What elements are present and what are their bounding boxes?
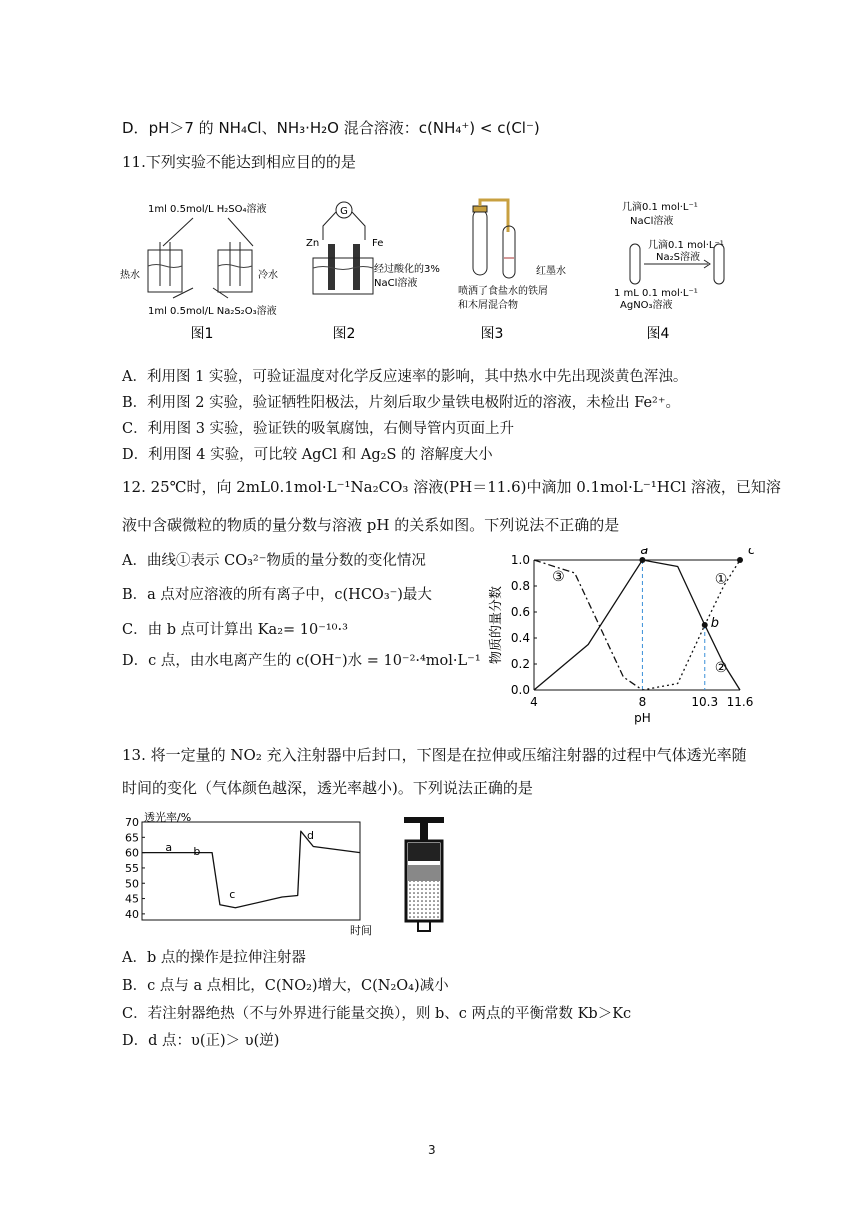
option-label: B． xyxy=(122,587,148,603)
q11-option-d xyxy=(122,445,493,465)
option-label: A． xyxy=(122,553,147,569)
option-text: 利用图 2 实验，验证牺牲阳极法，片刻后取少量铁电极附近的溶液，未检出 Fe²⁺。 xyxy=(147,395,681,411)
y-tick-label: 70 xyxy=(125,816,139,829)
y-axis-label: 物质的量分数 xyxy=(489,585,504,665)
fig2-left-label: Zn xyxy=(306,238,320,249)
q12-option-d xyxy=(122,651,481,671)
y-tick-label: 0.8 xyxy=(510,579,530,593)
fig3-label-1: 喷洒了食盐水的铁屑 xyxy=(458,286,548,297)
series-line-③ xyxy=(534,560,642,690)
fig2-solution-2: NaCl溶液 xyxy=(374,278,418,289)
curve-label: ① xyxy=(714,571,728,588)
q13-stem-line-2: 时间的变化（气体颜色越深，透光率越小)。下列说法正确的是 xyxy=(122,779,533,797)
x-tick-label: 11.6 xyxy=(726,695,754,709)
option-text: pH＞7 的 NH₄Cl、NH₃·H₂O 混合溶液：c(NH₄⁺) < c(Cl⁻) xyxy=(148,119,540,137)
fig4-a2: NaCl溶液 xyxy=(630,216,674,227)
option-label: D． xyxy=(122,119,149,137)
figure-3 xyxy=(458,200,566,342)
option-text: c 点，由水电离产生的 c(OH⁻)水 = 10⁻²·⁴mol·L⁻¹ xyxy=(148,653,481,669)
q12-option-a xyxy=(122,551,426,571)
fig1-right-label: 冷水 xyxy=(258,270,278,281)
fig4-a1: 几滴0.1 mol·L⁻¹ xyxy=(622,202,698,213)
series-line xyxy=(142,828,360,908)
option-label: D． xyxy=(122,1033,149,1049)
q13-option-b xyxy=(122,976,449,996)
fig3-right-label: 红墨水 xyxy=(536,266,566,277)
point-label-b: b xyxy=(193,845,201,859)
figure-4 xyxy=(614,200,724,342)
y-tick-label: 0.2 xyxy=(510,657,530,671)
q10-option-d xyxy=(122,118,540,138)
fig1-left-label: 热水 xyxy=(120,270,140,281)
point-b xyxy=(702,622,708,628)
figure-1 xyxy=(120,202,278,342)
option-label: C． xyxy=(122,421,148,437)
option-text: c 点与 a 点相比，C(NO₂)增大，C(N₂O₄)减小 xyxy=(147,978,449,994)
q12-stem-line-2: 液中含碳微粒的物质的量分数与溶液 pH 的关系如图。下列说法不正确的是 xyxy=(122,516,620,534)
point-label-a: a xyxy=(165,840,173,854)
y-tick-label: 0.6 xyxy=(510,605,530,619)
syringe-illustration xyxy=(396,815,456,935)
fig4-b1: 几滴0.1 mol·L⁻¹ xyxy=(648,240,724,251)
x-axis-label: 时间 xyxy=(350,924,372,937)
fig4-caption: 图4 xyxy=(646,326,670,342)
galvanometer-label: G xyxy=(340,206,348,217)
x-tick-label: 4 xyxy=(530,695,538,709)
y-tick-label: 0.4 xyxy=(510,631,530,645)
series-line-② xyxy=(534,560,740,690)
x-tick-label: 10.3 xyxy=(691,695,719,709)
fig2-right-label: Fe xyxy=(372,238,384,249)
option-label: B． xyxy=(122,978,148,994)
option-label: D． xyxy=(122,447,149,463)
q12-stem-line-1: 12. 25℃时，向 2mL0.1mol·L⁻¹Na₂CO₃ 溶液(PH＝11.6)中滴加 0.1mol·L⁻¹HCl 溶液，已知溶 xyxy=(122,478,781,496)
fig2-solution-1: 经过酸化的3% xyxy=(374,264,440,275)
page-number: 3 xyxy=(428,1143,436,1157)
point-c xyxy=(737,557,743,563)
y-tick-label: 65 xyxy=(125,831,139,845)
y-tick-label: 55 xyxy=(125,861,139,875)
fig1-top-label: 1ml 0.5mol/L H₂SO₄溶液 xyxy=(148,204,267,215)
option-label: D． xyxy=(122,653,149,669)
option-text: b 点的操作是拉伸注射器 xyxy=(146,950,306,966)
y-axis-label: 透光率/% xyxy=(144,811,192,824)
y-tick-label: 40 xyxy=(125,907,139,921)
y-tick-label: 50 xyxy=(125,877,139,891)
fig1-bottom-label: 1ml 0.5mol/L Na₂S₂O₃溶液 xyxy=(148,306,277,317)
figure-2 xyxy=(306,202,440,342)
q12-option-b xyxy=(122,585,432,605)
q13-option-d xyxy=(122,1031,279,1051)
curve-label: ② xyxy=(714,659,728,676)
y-tick-label: 45 xyxy=(125,892,139,906)
q11-option-c xyxy=(122,419,514,439)
point-label-a: a xyxy=(640,548,649,558)
fig4-c2: AgNO₃溶液 xyxy=(620,300,673,311)
option-text: 曲线①表示 CO₃²⁻物质的量分数的变化情况 xyxy=(146,553,426,569)
option-label: C． xyxy=(122,1006,148,1022)
fig3-label-2: 和木屑混合物 xyxy=(458,300,518,311)
option-text: 利用图 3 实验，验证铁的吸氧腐蚀，右侧导管内页面上升 xyxy=(147,421,515,437)
option-text: 由 b 点可计算出 Ka₂= 10⁻¹⁰·³ xyxy=(147,622,348,638)
y-tick-label: 0.0 xyxy=(510,683,530,697)
x-axis-label: pH xyxy=(634,711,651,725)
q13-chart xyxy=(116,810,376,940)
option-label: A． xyxy=(122,950,147,966)
fig2-caption: 图2 xyxy=(332,326,356,342)
q11-option-a xyxy=(122,367,687,387)
q11-option-b xyxy=(122,393,680,413)
option-text: d 点：υ(正)＞ υ(逆) xyxy=(148,1033,280,1049)
q13-option-c xyxy=(122,1004,631,1024)
fig4-b2: Na₂S溶液 xyxy=(656,252,700,263)
point-label-b: b xyxy=(710,616,720,631)
q11-figures xyxy=(118,198,758,343)
q11-stem: 11.下列实验不能达到相应目的的是 xyxy=(122,153,356,171)
q12-option-c xyxy=(122,620,348,640)
y-tick-label: 60 xyxy=(125,846,139,860)
option-text: 利用图 4 实验，可比较 AgCl 和 Ag₂S 的 溶解度大小 xyxy=(148,447,493,463)
option-text: 利用图 1 实验，可验证温度对化学反应速率的影响，其中热水中先出现淡黄色浑浊。 xyxy=(146,369,688,385)
option-text: 若注射器绝热（不与外界进行能量交换），则 b、c 两点的平衡常数 Kb＞Kc xyxy=(147,1006,632,1022)
x-tick-label: 8 xyxy=(638,695,647,709)
point-label-c: c xyxy=(748,548,756,558)
option-label: A． xyxy=(122,369,147,385)
fig4-c1: 1 mL 0.1 mol·L⁻¹ xyxy=(614,288,698,299)
q12-chart xyxy=(486,548,766,728)
y-tick-label: 1.0 xyxy=(510,553,530,567)
point-label-d: d xyxy=(307,828,315,842)
curve-label: ③ xyxy=(552,568,565,585)
option-label: B． xyxy=(122,395,148,411)
option-label: C． xyxy=(122,622,148,638)
point-label-c: c xyxy=(229,887,236,901)
plot-frame xyxy=(142,822,360,920)
fig1-caption: 图1 xyxy=(190,326,214,342)
plunger-head xyxy=(404,817,444,823)
option-text: a 点对应溶液的所有离子中，c(HCO₃⁻)最大 xyxy=(147,587,432,603)
q13-stem-line-1: 13. 将一定量的 NO₂ 充入注射器中后封口，下图是在拉伸或压缩注射器的过程中气体透光率随 xyxy=(122,746,747,764)
q13-option-a xyxy=(122,948,306,968)
fig3-caption: 图3 xyxy=(480,326,504,342)
plunger-rod xyxy=(420,823,428,841)
